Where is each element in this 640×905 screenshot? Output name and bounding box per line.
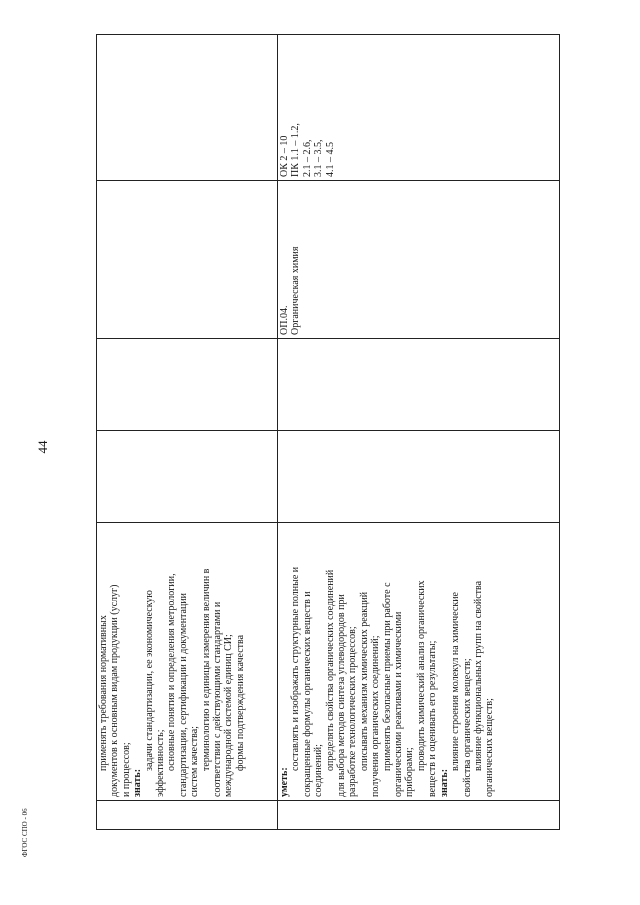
cell-competences bbox=[278, 35, 560, 181]
cell-discipline bbox=[97, 181, 278, 339]
competence-line: 3.1 – 3.5, bbox=[313, 139, 325, 177]
page-number: 44 bbox=[35, 440, 50, 454]
curriculum-table bbox=[96, 34, 560, 830]
competence-line: ПК 1.1 – 1.2, bbox=[290, 123, 302, 177]
cell-skills bbox=[278, 523, 560, 801]
know-line: терминологию и единицы измерения величин в bbox=[200, 568, 212, 771]
know-header: знать: bbox=[132, 768, 144, 797]
cell-competences bbox=[97, 35, 278, 181]
know-line: влияние функциональных групп на свойства bbox=[472, 580, 484, 771]
discipline-name: Органическая химия bbox=[290, 246, 302, 335]
can-line: сокращенные формулы органических веществ и bbox=[301, 591, 313, 797]
can-line: проводить химический анализ органических bbox=[415, 580, 427, 771]
know-line: свойства органических веществ; bbox=[461, 658, 473, 797]
cell-skills bbox=[97, 523, 278, 801]
cell-hours-max bbox=[278, 431, 560, 523]
rotated-table-wrapper bbox=[96, 35, 559, 830]
can-line: получения органических соединений; bbox=[370, 635, 382, 797]
can-line: органическими реактивами и химическими bbox=[393, 611, 405, 797]
can-line: разработке технологических процессов; bbox=[347, 626, 359, 797]
footer-code: ФГОС СПО - 06 bbox=[21, 808, 29, 857]
can-line: приборами; bbox=[404, 747, 416, 797]
cell-discipline bbox=[278, 181, 560, 339]
cell-hours-max bbox=[97, 431, 278, 523]
cell-hours-class bbox=[278, 339, 560, 431]
can-line: применять безопасные приемы при работе с bbox=[381, 582, 393, 771]
know-line: систем качества; bbox=[189, 726, 201, 797]
know-line: стандартизации, сертификации и документации bbox=[177, 592, 189, 797]
skill-line: документов к основным видам продукции (услуг) bbox=[109, 584, 121, 797]
table-row bbox=[278, 35, 560, 830]
know-line: международной системой единиц СИ; bbox=[223, 634, 235, 797]
cell-index bbox=[97, 801, 278, 830]
can-line: описывать механизм химических реакций bbox=[358, 591, 370, 771]
can-line: веществ и оценивать его результаты; bbox=[427, 640, 439, 797]
know-line: эффективность; bbox=[155, 729, 167, 797]
know-line: формы подтверждения качества bbox=[234, 634, 246, 771]
can-line: для выбора методов синтеза углеводородов при bbox=[336, 594, 348, 797]
know-header: знать: bbox=[438, 768, 450, 797]
skill-line: применять требования нормативных bbox=[98, 615, 109, 771]
table-row bbox=[97, 35, 278, 830]
cell-hours-class bbox=[97, 339, 278, 431]
know-line: задачи стандартизации, ее экономическую bbox=[143, 590, 155, 771]
competence-line: ОК 2 – 10 bbox=[279, 135, 290, 177]
skill-line: и процессов; bbox=[120, 742, 132, 797]
competence-line: 2.1 – 2.6, bbox=[301, 139, 313, 177]
discipline-index: ОП.04. bbox=[279, 305, 290, 335]
know-line: влияние строения молекул на химические bbox=[450, 592, 462, 771]
can-line: соединений; bbox=[313, 744, 325, 797]
know-line: соответствии с действующими стандартами и bbox=[212, 601, 224, 797]
know-line: органических веществ; bbox=[484, 698, 496, 797]
can-line: составлять и изображать структурные полные и bbox=[290, 566, 302, 771]
can-header: уметь: bbox=[279, 767, 290, 797]
can-line: определять свойства органических соединений bbox=[324, 569, 336, 771]
know-line: основные понятия и определения метрологии, bbox=[166, 573, 178, 771]
competence-line: 4.1 – 4.5 bbox=[324, 142, 336, 177]
cell-index bbox=[278, 801, 560, 830]
